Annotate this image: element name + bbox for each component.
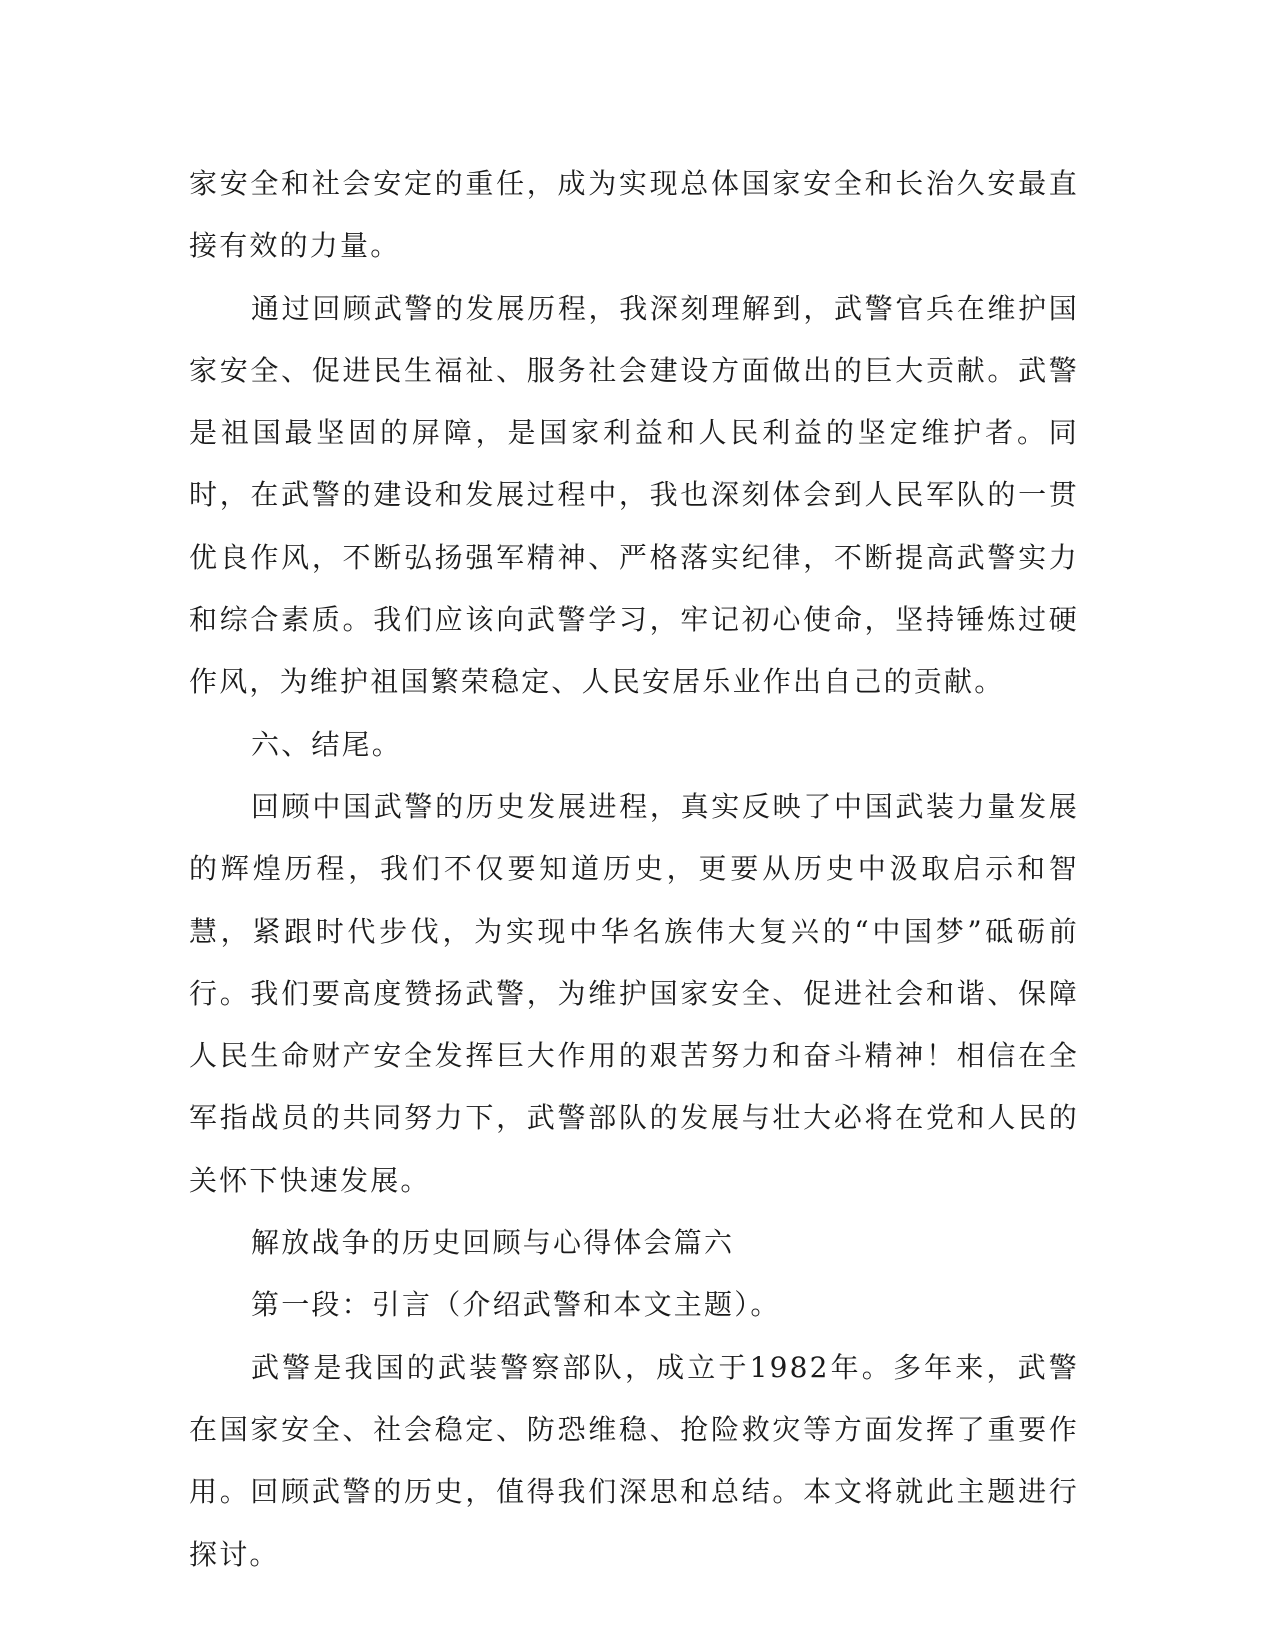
paragraph-intro: 武警是我国的武装警察部队，成立于1982年。多年来，武警在国家安全、社会稳定、防恐维稳、抢险救灾等方面发挥了重要作用。回顾武警的历史，值得我们深思和总结。本文将就此主题进行探讨。: [189, 1350, 1079, 1571]
article-title: 解放战争的历史回顾与心得体会篇六: [251, 1226, 735, 1260]
section-heading-ending: 六、结尾。: [251, 727, 403, 761]
document-body: [189, 153, 1079, 1586]
section-heading-intro: 第一段：引言（介绍武警和本文主题）。: [251, 1288, 781, 1322]
paragraph-continuation: 家安全和社会安定的重任，成为实现总体国家安全和长治久安最直接有效的力量。: [189, 167, 1079, 263]
paragraph-reflection: 通过回顾武警的发展历程，我深刻理解到，武警官兵在维护国家安全、促进民生福祉、服务社会建设方面做出的巨大贡献。武警是祖国最坚固的屏障，是国家利益和人民利益的坚定维护者。同时，在武警的建设和发展过程中，我也深刻体会到人民军队的一贯优良作风，不断弘扬强军精神、严格落实纪律，不断提高武警实力和综合素质。我们应该向武警学习，牢记初心使命，坚持锤炼过硬作风，为维护祖国繁荣稳定、人民安居乐业作出自己的贡献。: [189, 291, 1079, 699]
paragraph-conclusion: 回顾中国武警的历史发展进程，真实反映了中国武装力量发展的辉煌历程，我们不仅要知道历史，更要从历史中汲取启示和智慧，紧跟时代步伐，为实现中华名族伟大复兴的“中国梦”砥砺前行。我们要高度赞扬武警，为维护国家安全、促进社会和谐、保障人民生命财产安全发挥巨大作用的艰苦努力和奋斗精神！相信在全军指战员的共同努力下，武警部队的发展与壮大必将在党和人民的关怀下快速发展。: [189, 789, 1079, 1197]
